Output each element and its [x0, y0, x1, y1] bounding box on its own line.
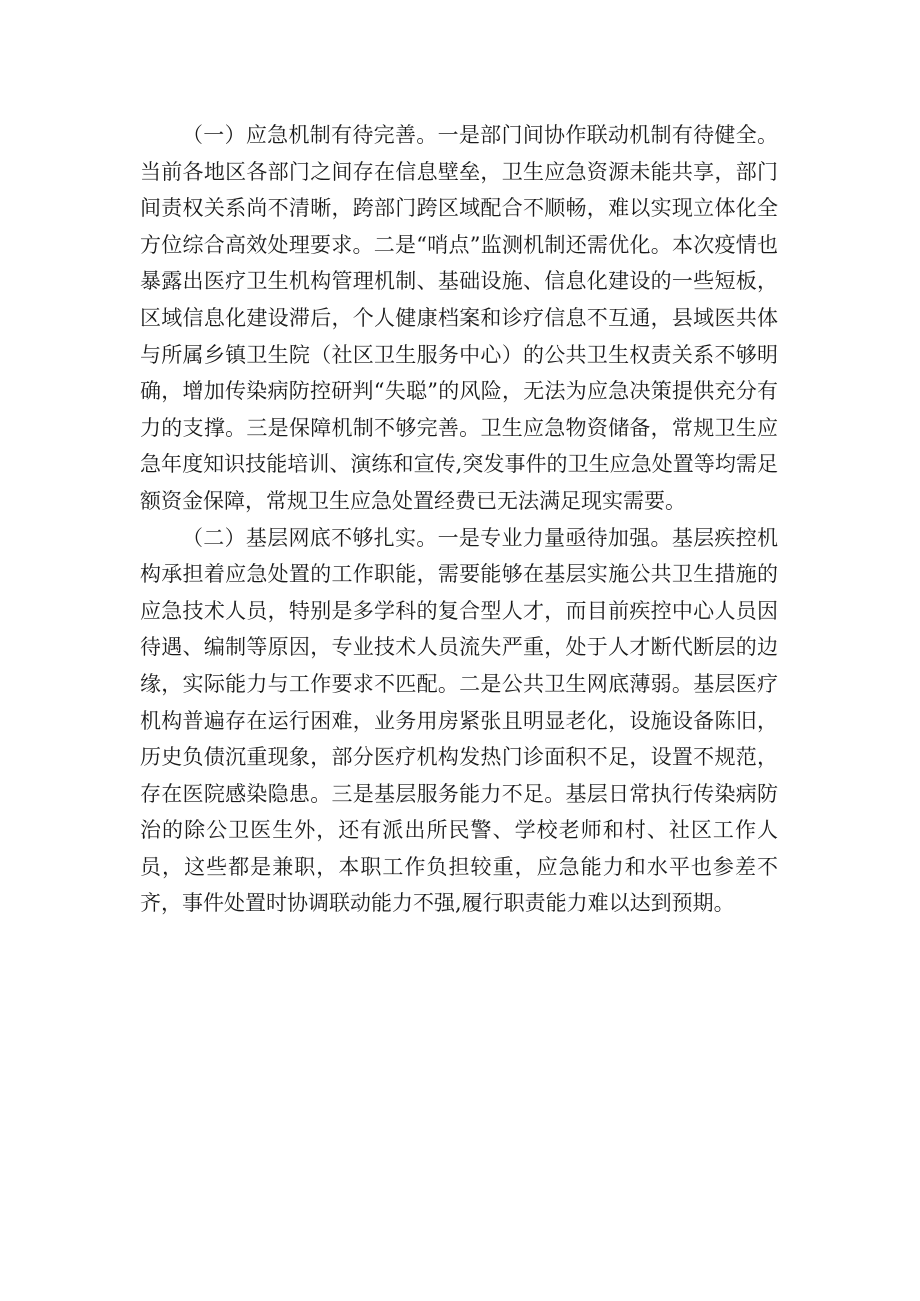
point-heading: 一是部门间协作联动机制有待健全。 — [437, 123, 779, 147]
point-heading: 二是“哨点”监测机制还需优化。 — [373, 232, 672, 257]
point-text: 本次疫情也暴露出医疗卫生机构管理机制、基础设施、信息化建设的一些短板，区域信息化建设滞后，个人健康档案和诊疗信息不互通，县域医共体与所属乡镇卫生院（社区卫生服务中心）的公共卫生权责关系不够明确，增加传染病防控研判“失聪”的风险，无法为应急决策提供充分有力的支撑。 — [140, 232, 779, 440]
point-heading: 一是专业力量亟待加强。 — [437, 525, 672, 550]
point-heading: 三是基层服务能力不足。 — [331, 781, 566, 806]
point-text: 基层疾控机构承担着应急处置的工作职能，需要能够在基层实施公共卫生措施的应急技术人员，特别是多学科的复合型人才，而目前疾控中心人员因待遇、编制等原因，专业技术人员流失严重，处于人才断代断层的边缘，实际能力与工作要求不匹配。 — [140, 525, 779, 696]
point-heading: 三是保障机制不够完善。 — [246, 415, 481, 440]
point-text: 卫生应急物资储备，常规卫生应急年度知识技能培训、演练和宣传,突发事件的卫生应急处置等均需足额资金保障，常规卫生应急处置经费已无法满足现实需要。 — [140, 415, 779, 513]
point-heading: 二是公共卫生网底薄弱。 — [459, 671, 694, 696]
point-text: 基层日常执行传染病防治的除公卫医生外，还有派出所民警、学校老师和村、社区工作人员，这些都是兼职，本职工作负担较重，应急能力和水平也参差不齐，事件处置时协调联动能力不强,履行职责能力难以达到预期。 — [140, 781, 779, 916]
document-body — [140, 117, 778, 922]
section-heading: （一）应急机制有待完善。 — [182, 123, 438, 147]
point-text: 基层医疗机构普遍存在运行困难，业务用房紧张且明显老化，设施设备陈旧，历史负债沉重现象，部分医疗机构发热门诊面积不足，设置不规范，存在医院感染隐患。 — [140, 671, 779, 806]
paragraph-emergency-mechanism — [140, 117, 778, 520]
point-text: 当前各地区各部门之间存在信息壁垒，卫生应急资源未能共享，部门间责权关系尚不清晰，跨部门跨区域配合不顺畅，难以实现立体化全方位综合高效处理要求。 — [140, 159, 778, 257]
paragraph-grassroots-network — [140, 520, 778, 923]
section-heading: （二）基层网底不够扎实。 — [182, 525, 438, 550]
